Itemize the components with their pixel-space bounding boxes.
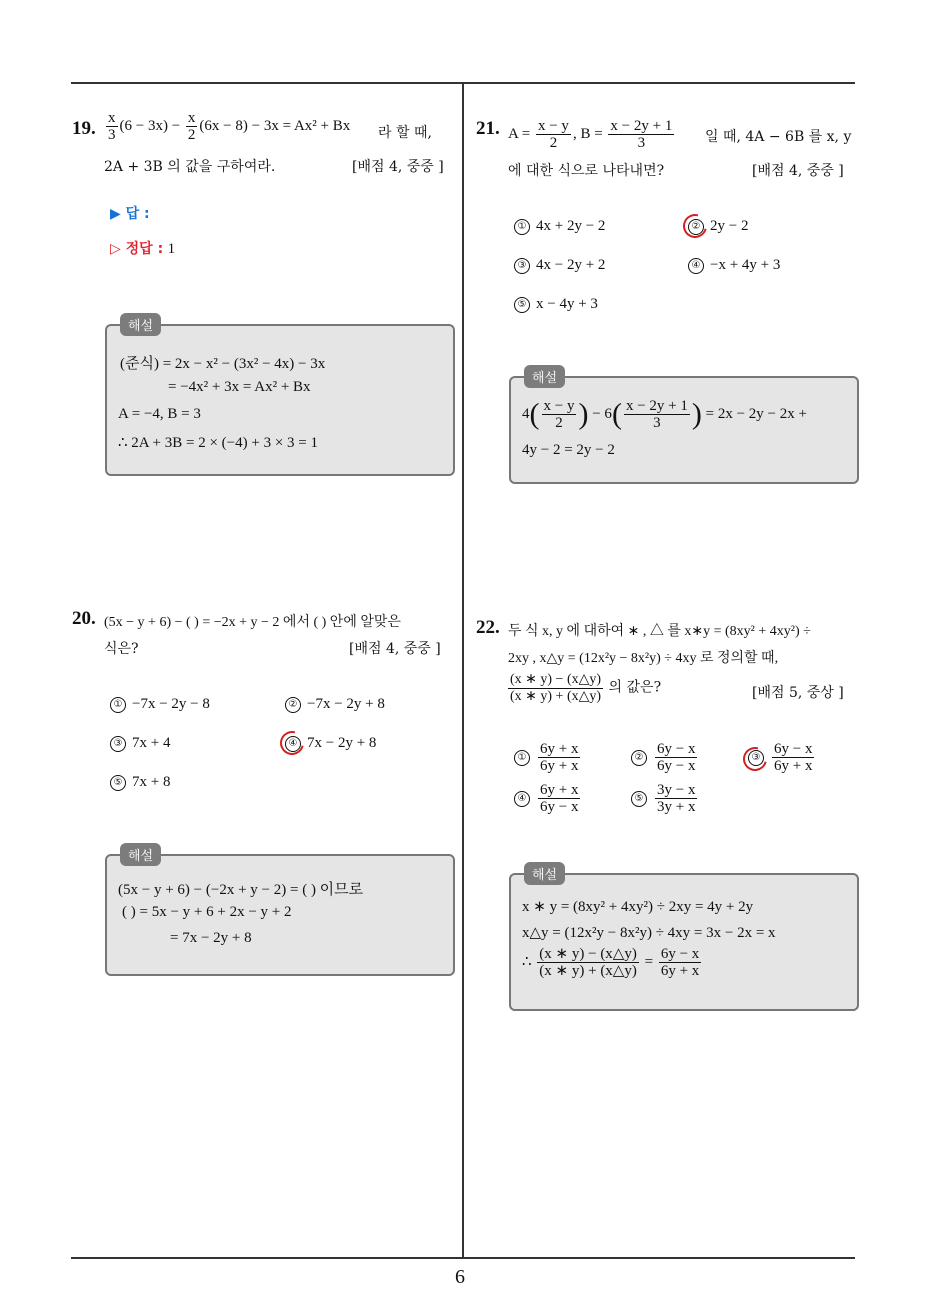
q20-number: 20.	[72, 608, 96, 629]
q22-line2: 2xy , x△y = (12x²y − 8x²y) ÷ 4xy 로 정의할 때,	[508, 651, 779, 666]
q19-line2: 2A + 3B 의 값을 구하여라.	[104, 159, 276, 175]
q21-option-3[interactable]: ③ 4x − 2y + 2	[514, 257, 605, 274]
q19-sol-line1: (준식) = 2x − x² − (3x² − 4x) − 3x	[120, 356, 326, 372]
q21-points: [배점 4, 중중 ]	[752, 163, 844, 179]
q22-points: [배점 5, 중상 ]	[752, 685, 844, 701]
q20-option-1[interactable]: ① −7x − 2y − 8	[110, 696, 210, 713]
q20-option-2-mark: ②	[285, 697, 301, 713]
q21-solution-tag: 해설	[524, 365, 565, 388]
q22-option-4-mark: ④	[514, 791, 530, 807]
q21-sol-line2: 4y − 2 = 2y − 2	[522, 442, 615, 458]
q21-selected-mark-icon	[679, 210, 712, 243]
q20-sol-line2: ( ) = 5x − y + 6 + 2x − y + 2	[122, 904, 292, 920]
q21-option-1[interactable]: ① 4x + 2y − 2	[514, 218, 605, 235]
q21-sol-frac1: $\frac{x - y}{2}$	[543, 398, 575, 431]
q21-line1: A = $\frac{x - y}{2}$ , B = $\frac{x - 2y + 1}{3}$	[508, 118, 673, 151]
q20-option-5[interactable]: ⑤ 7x + 8	[110, 774, 170, 791]
q19-frac1: $\frac{x}{3}$	[108, 110, 116, 143]
q22-frac-main: $\frac{(x ∗ y) - (x\triangle y)}{(x ∗ y) + (x\triangle y)}$	[510, 672, 602, 704]
bottom-rule	[71, 1257, 855, 1259]
q21-option-2[interactable]: ② 2y − 2	[688, 218, 748, 235]
q19-line1-post: 라 할 때,	[378, 125, 432, 141]
q19-sol-line2: = −4x² + 3x = Ax² + Bx	[168, 379, 311, 395]
q22-option-5[interactable]: ⑤ $\frac{3y - x}{3y + x}$	[631, 782, 699, 815]
q19-line1: $\frac{x}{3}$ (6 − 3x) − $\frac{x}{2}$ (6x − 8) − 3x = Ax² + Bx	[108, 110, 351, 143]
q21-option-5[interactable]: ⑤ x − 4y + 3	[514, 296, 598, 313]
q22-option-5-mark: ⑤	[631, 791, 647, 807]
q19-sol-line4: ∴ 2A + 3B = 2 × (−4) + 3 × 3 = 1	[118, 435, 319, 451]
q20-option-1-mark: ①	[110, 697, 126, 713]
q22-option-2-mark: ②	[631, 750, 647, 766]
q22-option-1-mark: ①	[514, 750, 530, 766]
q22-sol-line3: ∴ $\frac{(x ∗ y) - (x\triangle y)}{(x ∗ y) + (x\triangle y)}$ = $\frac{6y - x}{6y + x}$	[522, 946, 700, 979]
q21-sol-frac2: $\frac{x - 2y + 1}{3}$	[625, 398, 688, 431]
q20-option-4-mark: ④	[285, 736, 301, 752]
q22-option-3-mark: ③	[748, 750, 764, 766]
q19-points: [배점 4, 중중 ]	[352, 159, 444, 175]
q22-option-2[interactable]: ② $\frac{6y - x}{6y - x}$	[631, 741, 699, 774]
q20-option-3-mark: ③	[110, 736, 126, 752]
q22-number: 22.	[476, 617, 500, 638]
q21-line2: 에 대한 식으로 나타내면?	[508, 163, 665, 179]
q21-sol-line1: 4( $\frac{x - y}{2}$ ) − 6( $\frac{x - 2y + 1}{3}$ ) = 2x − 2y − 2x +	[522, 397, 807, 431]
q21-option-5-mark: ⑤	[514, 297, 530, 313]
q19-correct	[110, 238, 175, 258]
q22-sol-line1: x ∗ y = (8xy² + 4xy²) ÷ 2xy = 4y + 2y	[522, 899, 754, 915]
page-number: 6	[455, 1266, 465, 1288]
q19-answer-label: ▶ 답 :	[110, 206, 150, 222]
q20-option-4[interactable]: ④ 7x − 2y + 8	[285, 735, 376, 752]
q22-sol-frac2: $\frac{6y - x}{6y + x}$	[660, 946, 700, 979]
q21-number: 21.	[476, 118, 500, 139]
q19-solution-tag: 해설	[120, 313, 161, 336]
q20-line2: 식은?	[104, 641, 139, 657]
q21-fracB: $\frac{x - 2y + 1}{3}$	[610, 118, 673, 151]
q19-correct-label: ▷ 정답 :	[110, 241, 164, 257]
q19-solution-box	[105, 324, 455, 476]
q20-option-2[interactable]: ② −7x − 2y + 8	[285, 696, 385, 713]
q20-selected-mark-icon	[276, 727, 309, 760]
q19-sol-line3: A = −4, B = 3	[118, 406, 201, 422]
q21-option-4[interactable]: ④ −x + 4y + 3	[688, 257, 780, 274]
q20-solution-tag: 해설	[120, 843, 161, 866]
q20-option-3[interactable]: ③ 7x + 4	[110, 735, 170, 752]
q20-option-5-mark: ⑤	[110, 775, 126, 791]
q22-solution-tag: 해설	[524, 862, 565, 885]
q20-sol-line1: (5x − y + 6) − (−2x + y − 2) = ( ) 이므로	[118, 882, 364, 898]
q22-solution-box	[509, 873, 859, 1011]
q21-line1-post: 일 때, 4A − 6B 를 x, y	[705, 129, 852, 145]
q22-sol-frac1: $\frac{(x ∗ y) - (x\triangle y)}{(x ∗ y) + (x\triangle y)}$	[539, 946, 637, 979]
q22-option-3[interactable]: ③ $\frac{6y - x}{6y + x}$	[748, 741, 816, 774]
q20-points: [배점 4, 중중 ]	[349, 641, 441, 657]
q22-line1: 두 식 x, y 에 대하여 ∗ , △ 를 x∗y = (8xy² + 4xy²) ÷	[508, 624, 811, 639]
q20-line1: (5x − y + 6) − ( ) = −2x + y − 2 에서 ( ) 안에 알맞은	[104, 615, 401, 630]
q21-option-3-mark: ③	[514, 258, 530, 274]
q22-sol-line2: x△y = (12x²y − 8x²y) ÷ 4xy = 3x − 2x = x	[522, 925, 776, 941]
q19-frac2: $\frac{x}{2}$	[187, 110, 196, 143]
q22-line3: $\frac{(x ∗ y) - (x\triangle y)}{(x ∗ y) + (x\triangle y)}$ 의 값은?	[510, 672, 662, 704]
q22-option-1[interactable]: ① $\frac{6y + x}{6y + x}$	[514, 741, 582, 774]
column-divider	[462, 82, 464, 1258]
q21-option-4-mark: ④	[688, 258, 704, 274]
q20-sol-line3: = 7x − 2y + 8	[170, 930, 252, 946]
q21-fracA: $\frac{x - y}{2}$	[537, 118, 569, 151]
q19-number: 19.	[72, 118, 96, 139]
q21-option-1-mark: ①	[514, 219, 530, 235]
q19-correct-value: 1	[167, 241, 176, 257]
q21-option-2-mark: ②	[688, 219, 704, 235]
q22-option-4[interactable]: ④ $\frac{6y + x}{6y - x}$	[514, 782, 582, 815]
